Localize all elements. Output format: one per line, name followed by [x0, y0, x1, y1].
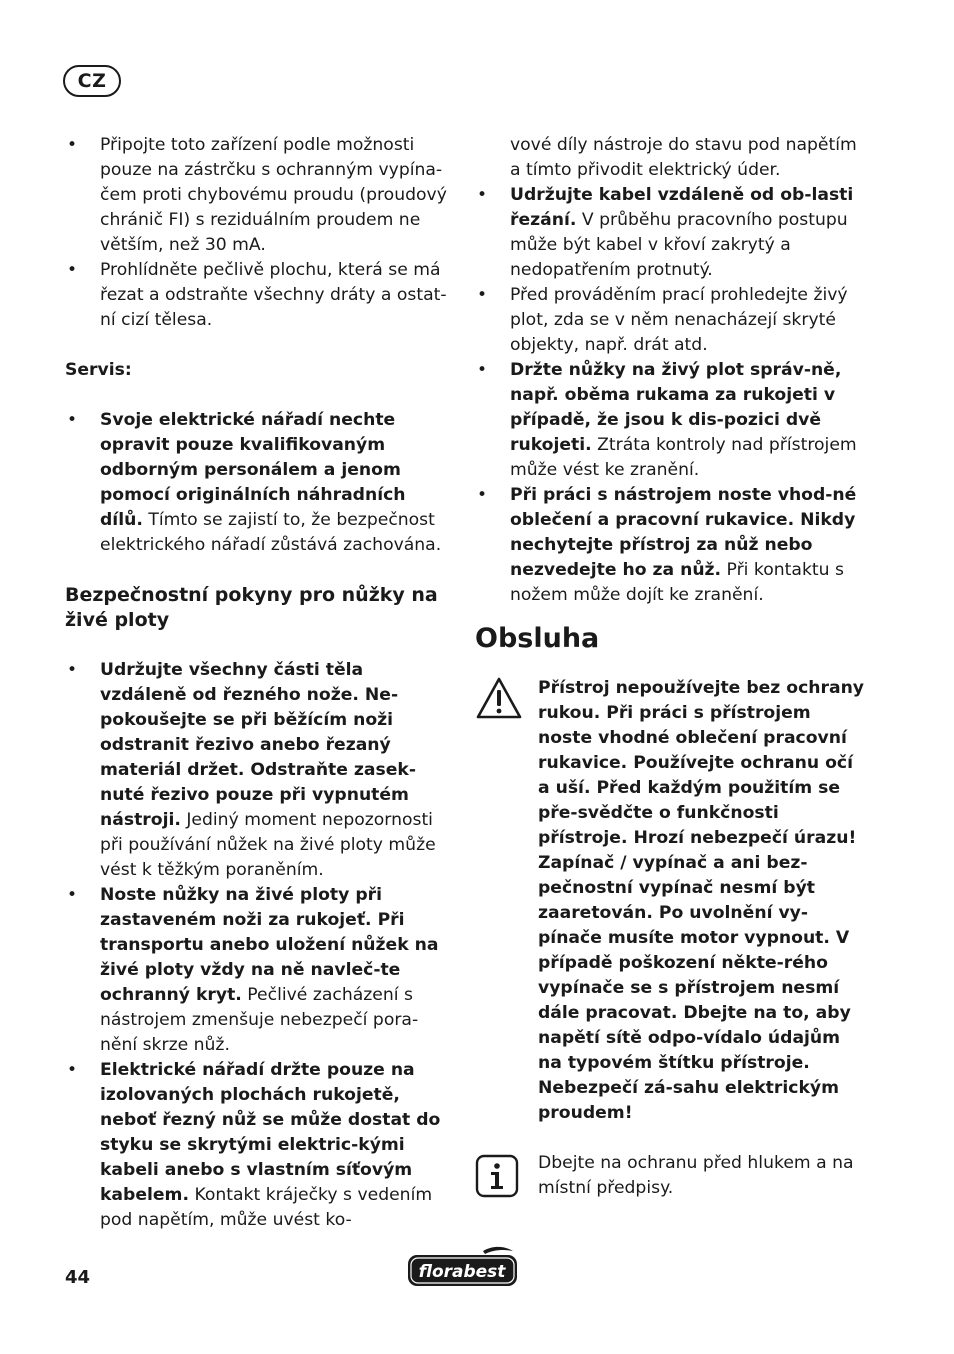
item-bold-text: Noste nůžky na živé ploty při zastaveném noži za rukojeť. Při transportu anebo uložení nůžek na živé ploty vždy na ně navleč-te ochranný kryt.	[100, 885, 439, 1005]
list-item	[65, 1058, 450, 1233]
language-badge: CZ	[63, 65, 121, 97]
item-text: V průběhu pracovního postupu může být kabel v křoví zakrytý a nedopatřením protnutý.	[510, 210, 848, 280]
item-text: Tímto se zajistí to, že bezpečnost elektrického nářadí zůstává zachována.	[100, 510, 442, 555]
item-bold-text: Elektrické nářadí držte pouze na izolovaných plochách rukojetě, neboť řezný nůž se může dostat do styku se skrytými elektric-kými kabeli anebo s vlastním síťovým kabelem.	[100, 1060, 441, 1205]
item-text: Při kontaktu s nožem může dojít ke zranění.	[510, 560, 844, 605]
info-text: Dbejte na ochranu před hlukem a na místní předpisy.	[538, 1153, 854, 1198]
list-item	[475, 283, 865, 358]
svg-text:florabest: florabest	[418, 1262, 506, 1282]
item-text: Kontakt kráječky s vedením pod napětím, může uvést ko-	[100, 1185, 433, 1230]
item-text: Ztráta kontroly nad přístrojem může vést ke zranění.	[510, 435, 857, 480]
brand-logo	[405, 1245, 520, 1290]
item-text: Před prováděním prací prohledejte živý plot, zda se v něm nenacházejí skryté objekty, např. drát atd.	[510, 285, 848, 355]
list-item	[475, 183, 865, 283]
warning-notice	[475, 676, 865, 1126]
list-item: • Připojte toto zařízení podle možnosti pouze na zástrčku s ochranným vypína-čem proti chybovému proudu (proudový chránič FI) s reziduálním proudem ne větším, než 30 mA.	[65, 133, 450, 258]
list-item	[475, 358, 865, 483]
continuation-text: vové díly nástroje do stavu pod napětím a tímto přivodit elektrický úder.	[510, 135, 857, 180]
right-column	[475, 133, 865, 1201]
list-item	[65, 408, 450, 558]
item-bold-text: Udržujte všechny části těla vzdáleně od řezného nože. Ne-pokoušejte se při běžícím noži odstranit řezivo anebo řezaný materiál držet. Odstraňte zasek-nuté řezivo pouze při vypnutém nástroji.	[100, 660, 416, 830]
warning-text: Přístroj nepoužívejte bez ochrany rukou. Při práci s přístrojem noste vhodné oblečení pracovní rukavice. Používejte ochranu očí a uší. Před každým použitím se pře-svědčte o funkčnosti přístroje. Hrozí nebezpečí úrazu! Zapínač / vypínač a ani bez-pečnostní vypínač nesmí být zaaretován. Po uvolnění vy-pínače musíte motor vypnout. V případě poškození někte-rého vypínače se s přístrojem nesmí dále pracovat. Dbejte na to, aby napětí sítě odpo-vídalo údajům na typovém štítku přístroje. Nebezpečí zá-sahu elektrickým proudem!	[538, 678, 865, 1123]
info-icon	[475, 1151, 519, 1198]
service-label: Servis:	[65, 360, 132, 380]
item-bold-text: Při práci s nástrojem noste vhod-né oblečení a pracovní rukavice. Nikdy nechytejte přístroj za nůž nebo nezvedejte ho za nůž.	[510, 485, 857, 580]
safety-heading: Bezpečnostní pokyny pro nůžky na živé ploty	[65, 584, 438, 631]
left-column	[65, 133, 450, 1233]
intro-list	[65, 133, 450, 333]
list-item	[65, 658, 450, 883]
warning-triangle-icon	[475, 676, 523, 720]
info-notice	[475, 1151, 865, 1201]
operation-heading: Obsluha	[475, 623, 600, 654]
safety-list	[65, 658, 450, 1233]
item-text: Jediný moment nepozornosti při používání nůžek na živé ploty může vést k těžkým poraněním.	[100, 810, 436, 880]
cable-safety-list	[475, 183, 865, 608]
list-item	[65, 883, 450, 1058]
list-item	[475, 483, 865, 608]
item-bold-text: Udržujte kabel vzdáleně od ob-lasti řezání.	[510, 185, 854, 230]
list-item: • Prohlídněte pečlivě plochu, která se má řezat a odstraňte všechny dráty a ostat-ní cizí tělesa.	[65, 258, 450, 333]
item-text: Pečlivé zacházení s nástrojem zmenšuje nebezpečí pora-nění skrze nůž.	[100, 985, 419, 1055]
service-list	[65, 408, 450, 558]
page-number: 44	[65, 1267, 91, 1288]
item-bold-text: Svoje elektrické nářadí nechte opravit pouze kvalifikovaným odborným personálem a jenom pomocí originálních náhradních dílů.	[100, 410, 406, 530]
item-bold-text: Držte nůžky na živý plot správ-ně, např. oběma rukama za rukojeti v případě, že jsou k dis-pozici dvě rukojeti.	[510, 360, 842, 455]
